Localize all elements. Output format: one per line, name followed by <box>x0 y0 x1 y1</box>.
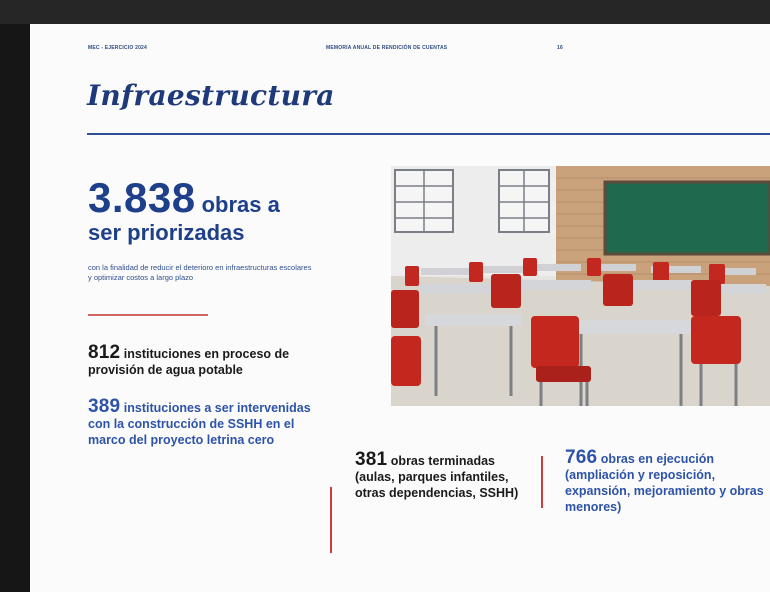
header-center: MEMORIA ANUAL DE RENDICIÓN DE CUENTAS <box>326 45 448 51</box>
stat-sshh <box>88 396 328 448</box>
highlight-suffix: obras a <box>201 192 280 217</box>
stat-completed <box>355 449 535 501</box>
red-divider <box>88 314 208 316</box>
highlight-description: con la finalidad de reducir el deterioro en infraestructuras escolares y optimizar costos a largo plazo <box>88 263 312 282</box>
page-title: Infraestructura <box>87 79 335 112</box>
page-number: 16 <box>557 45 563 51</box>
highlight-stat <box>88 174 280 246</box>
stat-number: 389 <box>88 396 121 417</box>
highlight-number: 3.838 <box>88 174 196 221</box>
stat-number: 381 <box>355 449 388 470</box>
highlight-line2: ser priorizadas <box>88 220 245 245</box>
stat-text: instituciones a ser intervenidas con la construcción de SSHH en el marco del proyecto letrina cero <box>88 401 311 447</box>
header-left: MEC - EJERCICIO 2024 <box>88 45 148 51</box>
red-vertical-divider <box>541 456 543 508</box>
window-left-bar <box>0 24 30 592</box>
stat-number: 766 <box>565 447 598 468</box>
stat-water <box>88 342 328 378</box>
stat-text: obras terminadas (aulas, parques infantiles, otras dependencias, SSHH) <box>355 454 519 500</box>
stat-in-progress <box>565 447 770 515</box>
title-divider <box>87 133 770 135</box>
stat-number: 812 <box>88 342 121 363</box>
stat-text: instituciones en proceso de provisión de agua potable <box>88 347 290 377</box>
classroom-photo <box>391 166 770 406</box>
stat-text: obras en ejecución (ampliación y reposición, expansión, mejoramiento y obras menores) <box>565 452 764 514</box>
slide-page <box>30 24 770 592</box>
red-vertical-divider <box>330 487 332 553</box>
window-top-bar <box>0 0 770 24</box>
